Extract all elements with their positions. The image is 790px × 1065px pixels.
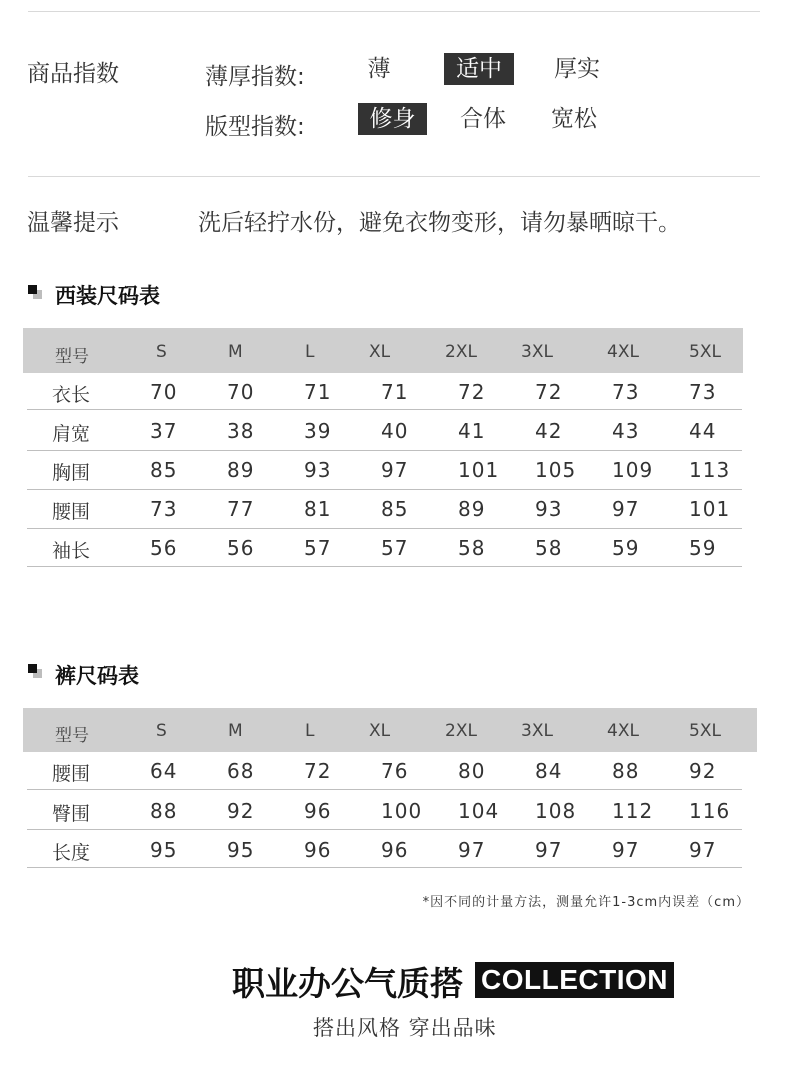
table-cell: 42 [535, 419, 563, 443]
table-row-divider [27, 409, 742, 410]
table-cell: 88 [612, 759, 640, 783]
table-cell: 57 [381, 536, 409, 560]
table-cell: 101 [458, 458, 500, 482]
table-header-cell: XL [369, 342, 391, 362]
table-row-divider [27, 789, 742, 790]
table-header-cell: 型号 [55, 347, 89, 367]
table-cell: 95 [150, 838, 178, 862]
top-divider [28, 11, 760, 12]
table-cell: 89 [458, 497, 486, 521]
thickness-option-thick: 厚实 [554, 56, 600, 82]
table-row-divider [27, 528, 742, 529]
table-header-cell: S [156, 342, 167, 362]
table-cell: 104 [458, 799, 500, 823]
table-header-cell: 型号 [55, 726, 89, 746]
table-cell: 93 [304, 458, 332, 482]
table-cell: 97 [381, 458, 409, 482]
table-cell: 58 [535, 536, 563, 560]
table-cell: 89 [227, 458, 255, 482]
table-cell: 95 [227, 838, 255, 862]
table-cell: 64 [150, 759, 178, 783]
thickness-option-thin: 薄 [367, 56, 391, 82]
table-row-label: 腰围 [52, 501, 91, 523]
table-cell: 70 [227, 380, 255, 404]
table-header-cell: L [305, 721, 315, 741]
table-cell: 77 [227, 497, 255, 521]
table-cell: 88 [150, 799, 178, 823]
table-cell: 59 [612, 536, 640, 560]
table-cell: 96 [304, 799, 332, 823]
table-cell: 38 [227, 419, 255, 443]
table-cell: 58 [458, 536, 486, 560]
table-cell: 101 [689, 497, 731, 521]
fit-option-regular: 合体 [460, 106, 506, 132]
table-row-label: 肩宽 [52, 423, 91, 445]
section-bullet [28, 285, 37, 294]
thickness-label: 薄厚指数: [205, 64, 305, 90]
table-cell: 56 [227, 536, 255, 560]
table-cell: 96 [304, 838, 332, 862]
table-cell: 97 [535, 838, 563, 862]
table-cell: 59 [689, 536, 717, 560]
table-header-cell: 4XL [607, 342, 639, 362]
table-cell: 85 [381, 497, 409, 521]
table-cell: 112 [612, 799, 654, 823]
footer-title: 职业办公气质搭 [232, 964, 463, 1003]
table-cell: 37 [150, 419, 178, 443]
table-cell: 84 [535, 759, 563, 783]
table-cell: 43 [612, 419, 640, 443]
table-cell: 70 [150, 380, 178, 404]
thickness-option-medium: 适中 [444, 53, 514, 85]
table-cell: 80 [458, 759, 486, 783]
table-cell: 92 [227, 799, 255, 823]
section-bullet [28, 664, 37, 673]
footer-subtitle: 搭出风格 穿出品味 [313, 1016, 497, 1040]
table-cell: 72 [458, 380, 486, 404]
product-index-label: 商品指数 [27, 61, 119, 87]
table-cell: 81 [304, 497, 332, 521]
table-row-label: 胸围 [52, 462, 91, 484]
table-header-cell: S [156, 721, 167, 741]
table-row-label: 衣长 [52, 384, 91, 406]
pants-table-title: 裤尺码表 [55, 664, 139, 688]
table-cell: 100 [381, 799, 423, 823]
table-row-divider [27, 450, 742, 451]
table-cell: 73 [612, 380, 640, 404]
table-cell: 71 [381, 380, 409, 404]
table-header-cell: 5XL [689, 342, 721, 362]
fit-label: 版型指数: [205, 114, 305, 140]
table-cell: 73 [150, 497, 178, 521]
table-row-label: 长度 [52, 842, 91, 864]
table-cell: 85 [150, 458, 178, 482]
table-cell: 39 [304, 419, 332, 443]
table-cell: 116 [689, 799, 731, 823]
suit-table-title: 西装尺码表 [55, 284, 160, 308]
table-header-cell: 2XL [445, 721, 477, 741]
table-row-divider [27, 867, 742, 868]
table-cell: 72 [535, 380, 563, 404]
tip-text: 洗后轻拧水份，避免衣物变形，请勿暴晒晾干。 [198, 210, 681, 236]
measurement-note: *因不同的计量方法，测量允许1-3cm内误差（cm） [422, 895, 750, 910]
table-row-divider [27, 829, 742, 830]
table-header-cell: XL [369, 721, 391, 741]
table-header-cell: L [305, 342, 315, 362]
table-header-cell: 3XL [521, 721, 553, 741]
table-cell: 41 [458, 419, 486, 443]
table-cell: 73 [689, 380, 717, 404]
table-cell: 72 [304, 759, 332, 783]
table-row-label: 袖长 [52, 540, 91, 562]
table-header-cell: 2XL [445, 342, 477, 362]
fit-option-loose: 宽松 [551, 106, 597, 132]
table-cell: 108 [535, 799, 577, 823]
table-cell: 113 [689, 458, 731, 482]
table-cell: 105 [535, 458, 577, 482]
table-row-label: 腰围 [52, 763, 91, 785]
table-header-cell: M [228, 342, 243, 362]
table-header-cell: 4XL [607, 721, 639, 741]
table-cell: 93 [535, 497, 563, 521]
table-header-cell: 5XL [689, 721, 721, 741]
table-cell: 68 [227, 759, 255, 783]
tip-label: 温馨提示 [27, 210, 119, 236]
table-cell: 96 [381, 838, 409, 862]
collection-badge: COLLECTION [475, 962, 674, 998]
table-cell: 97 [612, 838, 640, 862]
table-cell: 71 [304, 380, 332, 404]
table-cell: 109 [612, 458, 654, 482]
table-cell: 44 [689, 419, 717, 443]
table-cell: 97 [612, 497, 640, 521]
table-cell: 56 [150, 536, 178, 560]
table-cell: 57 [304, 536, 332, 560]
table-cell: 40 [381, 419, 409, 443]
table-row-divider [27, 489, 742, 490]
table-header-cell: M [228, 721, 243, 741]
table-row-label: 臀围 [52, 803, 91, 825]
table-cell: 92 [689, 759, 717, 783]
table-row-divider [27, 566, 742, 567]
table-header-cell: 3XL [521, 342, 553, 362]
fit-option-slim: 修身 [358, 103, 427, 135]
table-cell: 97 [689, 838, 717, 862]
section-divider [28, 176, 760, 177]
table-cell: 76 [381, 759, 409, 783]
table-cell: 97 [458, 838, 486, 862]
